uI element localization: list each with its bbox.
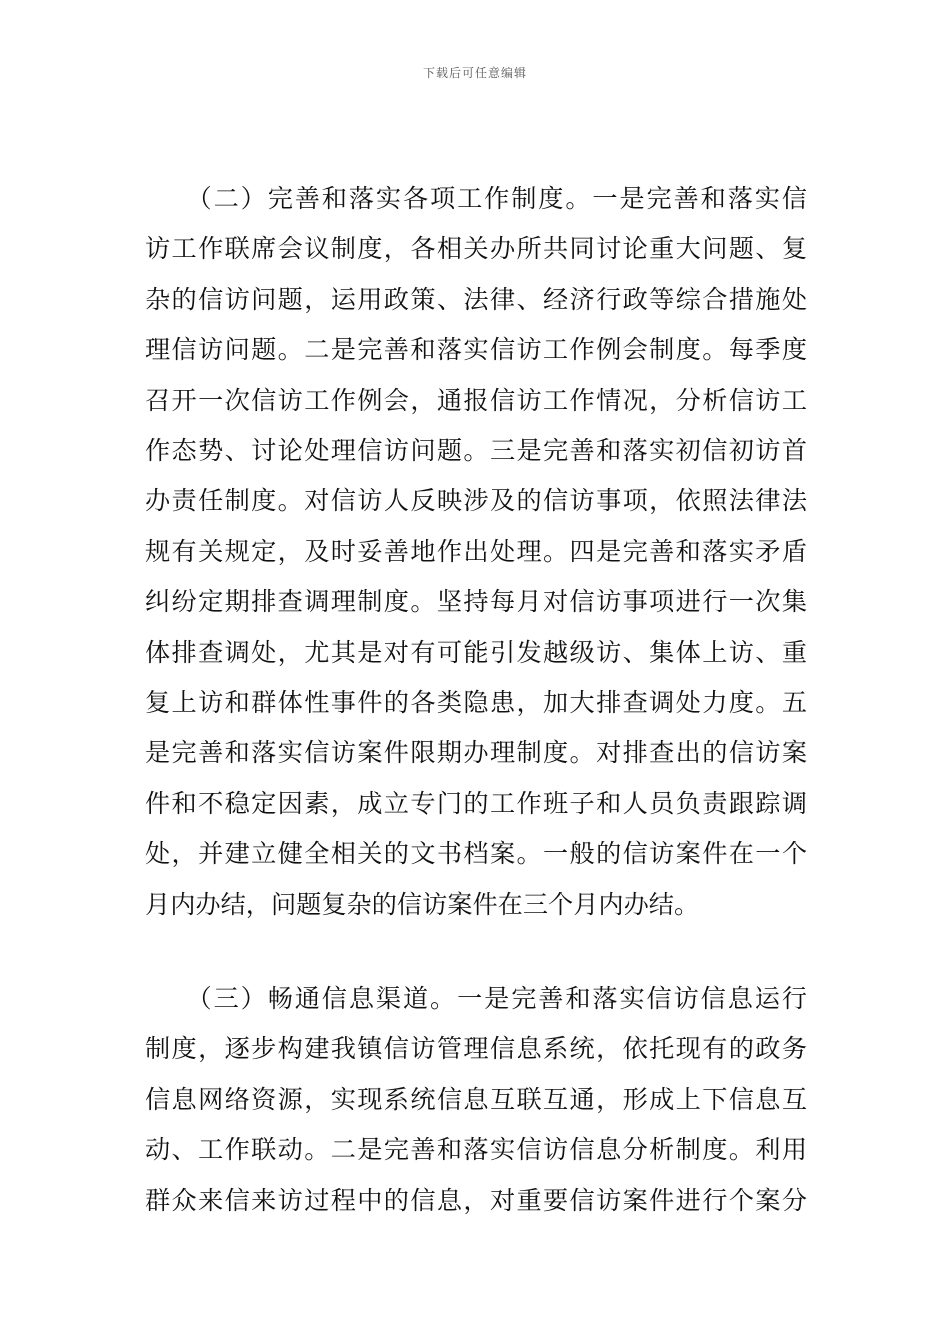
text-line: 召开一次信访工作例会，通报信访工作情况，分析信访工 bbox=[145, 385, 807, 415]
text-line: 月内办结，问题复杂的信访案件在三个月内办结。 bbox=[145, 889, 700, 919]
text-line: 制度，逐步构建我镇信访管理信息系统，依托现有的政务 bbox=[145, 1034, 807, 1064]
text-line: 作态势、讨论处理信访问题。三是完善和落实初信初访首 bbox=[145, 436, 807, 466]
text-line: 是完善和落实信访案件限期办理制度。对排查出的信访案 bbox=[145, 738, 807, 768]
paragraph-institutional-systems bbox=[145, 174, 807, 930]
text-line: 杂的信访问题，运用政策、法律、经济行政等综合措施处 bbox=[145, 284, 807, 314]
text-line: （二）完善和落实各项工作制度。一是完善和落实信 bbox=[145, 184, 807, 213]
text-line: 体排查调处，尤其是对有可能引发越级访、集体上访、重 bbox=[145, 637, 807, 667]
text-line: 处，并建立健全相关的文书档案。一般的信访案件在一个 bbox=[145, 839, 807, 869]
text-line: 件和不稳定因素，成立专门的工作班子和人员负责跟踪调 bbox=[145, 788, 807, 818]
text-line: 访工作联席会议制度，各相关办所共同讨论重大问题、复 bbox=[145, 234, 807, 264]
paragraph-information-channels bbox=[145, 974, 807, 1226]
text-line: 动、工作联动。二是完善和落实信访信息分析制度。利用 bbox=[145, 1135, 807, 1165]
text-line: 纠纷定期排查调理制度。坚持每月对信访事项进行一次集 bbox=[145, 587, 807, 617]
text-line: 群众来信来访过程中的信息，对重要信访案件进行个案分 bbox=[145, 1185, 807, 1215]
text-line: 办责任制度。对信访人反映涉及的信访事项，依照法律法 bbox=[145, 486, 807, 516]
page-header: 下载后可任意编辑 bbox=[422, 66, 527, 80]
text-line: 复上访和群体性事件的各类隐患，加大排查调处力度。五 bbox=[145, 688, 807, 718]
text-line: （三）畅通信息渠道。一是完善和落实信访信息运行 bbox=[145, 984, 807, 1013]
text-line: 信息网络资源，实现系统信息互联互通，形成上下信息互 bbox=[145, 1084, 807, 1114]
text-line: 规有关规定，及时妥善地作出处理。四是完善和落实矛盾 bbox=[145, 536, 807, 566]
text-line: 理信访问题。二是完善和落实信访工作例会制度。每季度 bbox=[145, 335, 807, 365]
